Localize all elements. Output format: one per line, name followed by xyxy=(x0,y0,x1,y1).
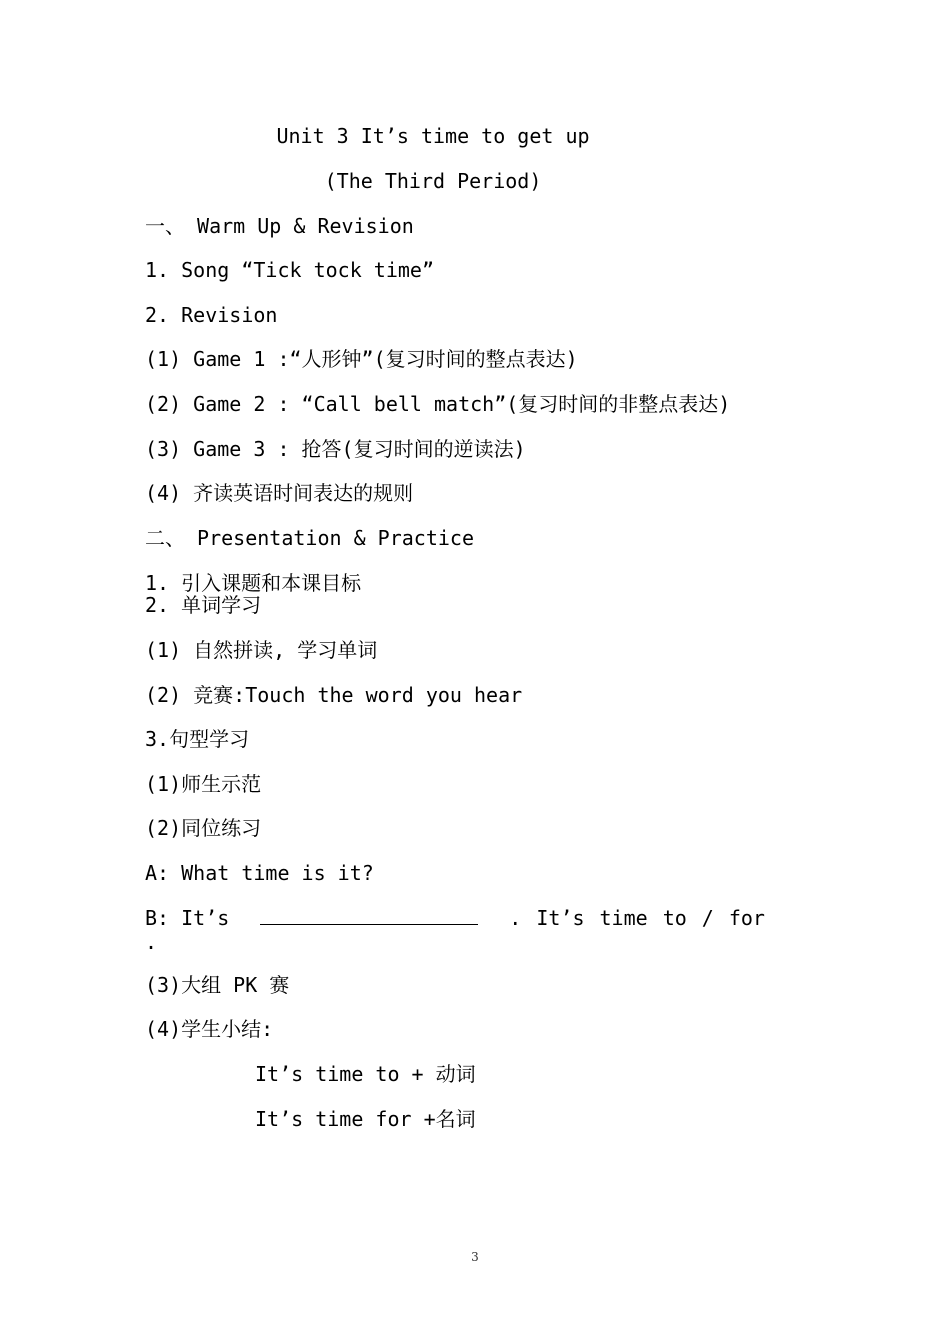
dialog-b-dot: . xyxy=(509,906,522,930)
page-number: 3 xyxy=(471,1250,479,1264)
answer-blank xyxy=(260,906,478,925)
dialog-b-for: for xyxy=(728,906,765,930)
dialog-b-time: time xyxy=(599,906,648,930)
dialog-b-slash: / xyxy=(701,906,714,930)
section-heading-warm-up: 一、 Warm Up & Revision xyxy=(145,214,414,238)
list-item-pair-practice: (2)同位练习 xyxy=(145,816,262,840)
dialog-line-b-end: . xyxy=(145,930,158,954)
dialog-line-b xyxy=(145,906,765,930)
list-item-game-1: (1) Game 1 :“人形钟”(复习时间的整点表达) xyxy=(145,347,578,371)
list-item-game-2: (2) Game 2 : “Call bell match”(复习时间的非整点表达) xyxy=(145,392,731,416)
list-item-song: 1. Song “Tick tock time” xyxy=(145,258,434,282)
rule-time-to-verb: It’s time to + 动词 xyxy=(255,1062,476,1086)
document-subtitle: (The Third Period) xyxy=(324,169,542,193)
list-item-word-learning: 2. 单词学习 xyxy=(145,593,262,617)
list-item-game-3: (3) Game 3 : 抢答(复习时间的逆读法) xyxy=(145,437,526,461)
rule-time-for-noun: It’s time for +名词 xyxy=(255,1107,476,1131)
list-item-introduce-topic: 1. 引入课题和本课目标 xyxy=(145,571,362,595)
dialog-b-start: B: It’s xyxy=(145,906,230,930)
list-item-demonstration: (1)师生示范 xyxy=(145,772,262,796)
list-item-summary: (4)学生小结: xyxy=(145,1017,274,1041)
dialog-line-a: A: What time is it? xyxy=(145,861,374,885)
list-item-group-pk: (3)大组 PK 赛 xyxy=(145,973,290,997)
list-item-sentence-learning: 3.句型学习 xyxy=(145,727,250,751)
dialog-b-to: to xyxy=(662,906,687,930)
section-heading-presentation: 二、 Presentation & Practice xyxy=(145,526,474,550)
list-item-competition: (2) 竞赛:Touch the word you hear xyxy=(145,683,523,707)
list-item-read-rules: (4) 齐读英语时间表达的规则 xyxy=(145,481,414,505)
document-title: Unit 3 It’s time to get up xyxy=(276,124,590,148)
dialog-b-its: It’s xyxy=(536,906,585,930)
list-item-phonics: (1) 自然拼读, 学习单词 xyxy=(145,638,378,662)
list-item-revision: 2. Revision xyxy=(145,303,278,327)
